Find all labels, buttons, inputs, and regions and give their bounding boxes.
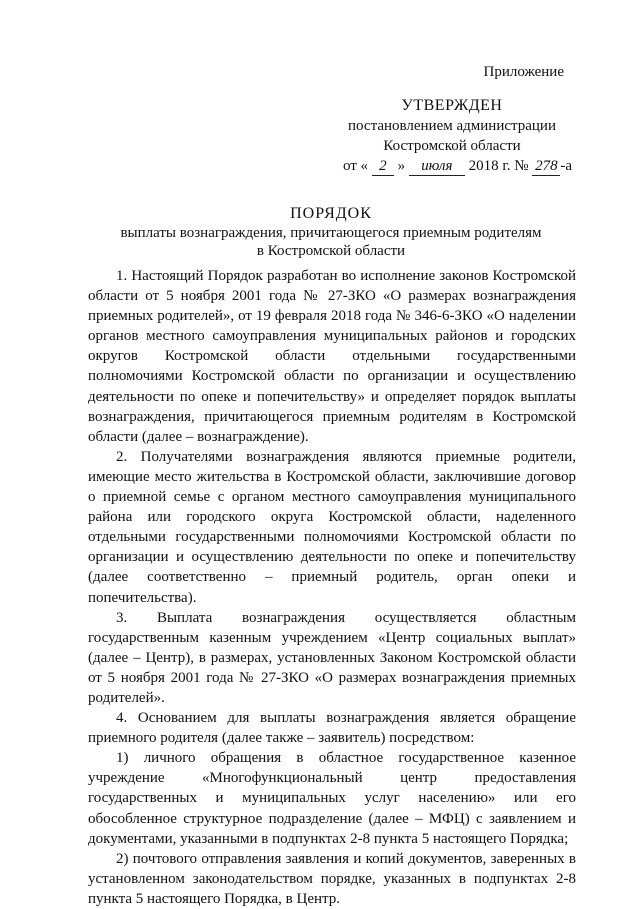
- date-day: 2: [372, 158, 394, 176]
- resolution-date: [332, 156, 572, 176]
- doc-number-suffix: -а: [560, 158, 572, 174]
- document-body: [88, 266, 576, 909]
- date-year: 2018 г. №: [468, 158, 529, 174]
- date-prefix: от «: [342, 158, 369, 174]
- paragraph-3: 3. Выплата вознаграждения осуществляется областным государственным казенным учреждением «Центр социальных выплат» (далее – Центр), в размерах, установленных Законом Костромской области от 5 ноября 2001 года № 27-ЗКО «О размерах вознаграждения приемных родителей».: [88, 609, 576, 706]
- resolution-label: постановлением администрации: [348, 118, 556, 134]
- paragraph-4-item-1: 1) личного обращения в областное государственное казенное учреждение «Многофункциональный центр предоставления государственных и муниципальных услуг населению» или его обособленное структурное подразделение (далее – МФЦ) с заявлением и документами, указанными в подпунктах 2-8 пункта 5 настоящего Порядка;: [88, 750, 576, 847]
- doc-number: 278: [532, 158, 560, 176]
- document-title: ПОРЯДОК: [290, 205, 372, 222]
- annex-label: Приложение: [483, 64, 564, 80]
- document-subtitle-line-2: в Костромской области: [256, 243, 406, 259]
- paragraph-1: 1. Настоящий Порядок разработан во исполнение законов Костромской области от 5 ноября 2001 года № 27-ЗКО «О размерах вознаграждения приемных родителей», от 19 февраля 2018 года № 346-6-ЗКО «О наделении органов местного самоуправления муниципальных районов и городских округов Костромской области отдельными государственными полномочиями Костромской области по организации и осуществлению деятельности по опеке и попечительству» и определяет порядок выплаты вознаграждения, причитающегося приемным родителям в Костромской области (далее – вознаграждение).: [88, 268, 576, 445]
- document-title-block: [86, 204, 576, 260]
- region-label: Костромской области: [383, 138, 521, 154]
- date-mid: »: [397, 158, 406, 174]
- paragraph-2: 2. Получателями вознаграждения являются приемные родители, имеющие место жительства в Костромской области, заключившие договор о приемной семье с органом местного самоуправления муниципального района или городского округа Костромской области, наделенного отдельными государственными полномочиями Костромской области по организации и осуществлению деятельности по опеке и попечительству (далее соответственно – приемный родитель, орган опеки и попечительства).: [88, 448, 576, 606]
- approval-stamp: [332, 62, 572, 176]
- approved-label: УТВЕРЖДЕН: [401, 97, 503, 114]
- paragraph-4: 4. Основанием для выплаты вознаграждения является обращение приемного родителя (далее также – заявитель) посредством:: [88, 710, 576, 747]
- paragraph-4-item-2: 2) почтового отправления заявления и копий документов, заверенных в установленном законодательством порядке, указанных в подпунктах 2-8 пункта 5 настоящего Порядка, в Центр.: [88, 850, 576, 907]
- date-month: июля: [409, 158, 465, 176]
- document-subtitle-line-1: выплаты вознаграждения, причитающегося приемным родителям: [120, 225, 542, 241]
